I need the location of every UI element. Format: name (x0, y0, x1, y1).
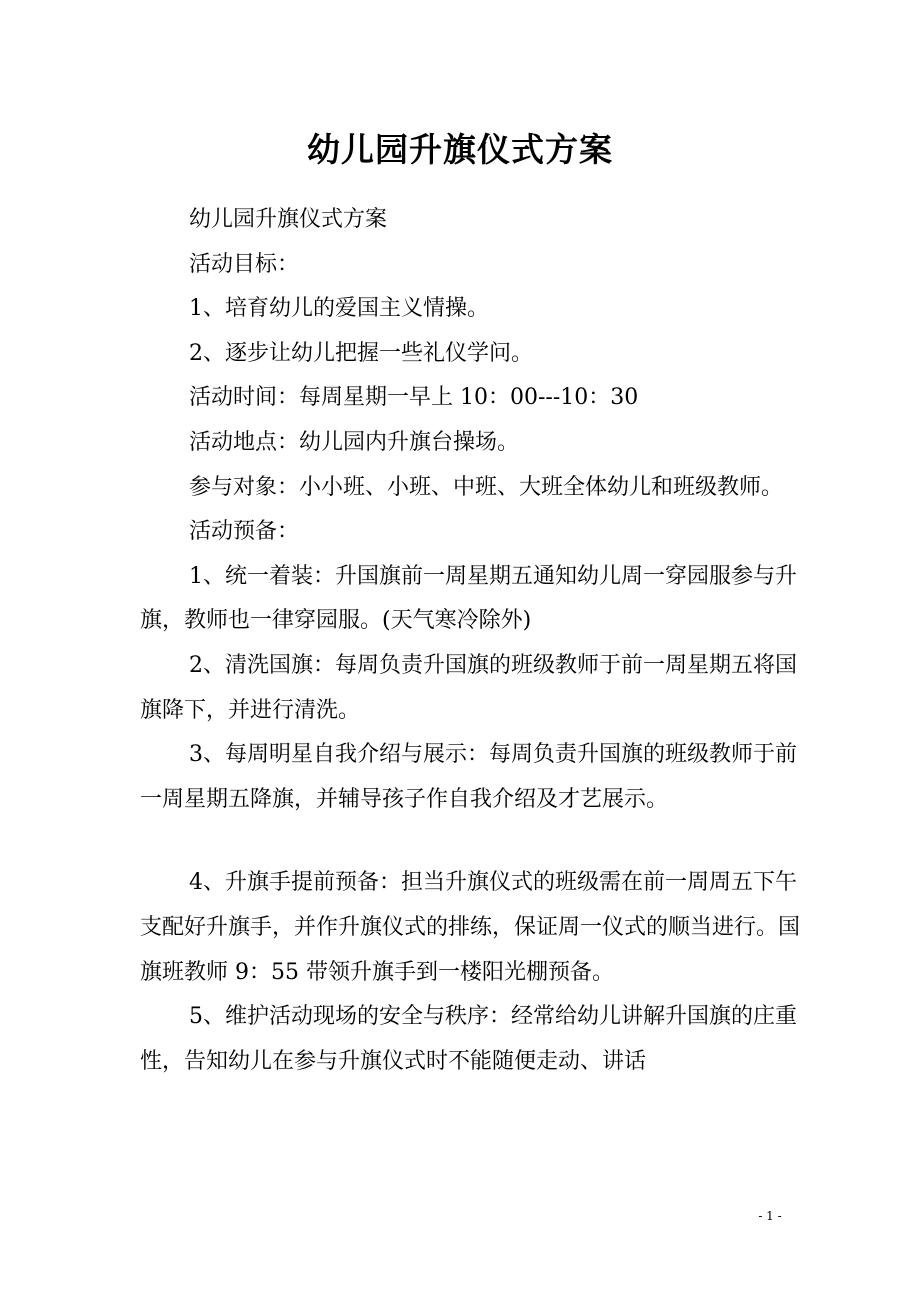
paragraph-prep-4: 4、升旗手提前预备：担当升旗仪式的班级需在前一周周五下午支配好升旗手，并作升旗仪式的排练，保证周一仪式的顺当进行。国旗班教师 9：55 带领升旗手到一楼阳光棚预备。 (140, 870, 801, 985)
paragraph-prep-heading: 活动预备： (189, 519, 300, 545)
page-title: 幼儿园升旗仪式方案 (307, 130, 613, 169)
paragraph-goals-heading: 活动目标： (189, 251, 300, 277)
paragraph-participants: 参与对象：小小班、小班、中班、大班全体幼儿和班级教师。 (189, 474, 784, 500)
paragraph-goal-1: 1、培育幼儿的爱国主义情操。 (189, 296, 489, 322)
paragraph-time: 活动时间：每周星期一早上 10：00---10：30 (189, 385, 639, 411)
paragraph-prep-5: 5、维护活动现场的安全与秩序：经常给幼儿讲解升国旗的庄重性，告知幼儿在参与升旗仪式时不能随便走动、讲话 (140, 1004, 797, 1074)
page-number: - 1 - (758, 1209, 782, 1223)
paragraph-goal-2: 2、逐步让幼儿把握一些礼仪学问。 (189, 340, 533, 366)
paragraph-prep-3: 3、每周明星自我介绍与展示：每周负责升国旗的班级教师于前一周星期五降旗，并辅导孩子作自我介绍及才艺展示。 (140, 742, 797, 812)
paragraph-gap (140, 822, 800, 861)
paragraph-prep-1: 1、统一着装：升国旗前一周星期五通知幼儿周一穿园服参与升旗，教师也一律穿园服。(天气寒冷除外) (140, 563, 797, 634)
document-body (140, 198, 800, 1084)
paragraph-subtitle: 幼儿园升旗仪式方案 (189, 207, 388, 232)
paragraph-prep-2: 2、清洗国旗：每周负责升国旗的班级教师于前一周星期五将国旗降下，并进行清洗。 (140, 652, 797, 723)
paragraph-location: 活动地点：幼儿园内升旗台操场。 (189, 429, 520, 455)
